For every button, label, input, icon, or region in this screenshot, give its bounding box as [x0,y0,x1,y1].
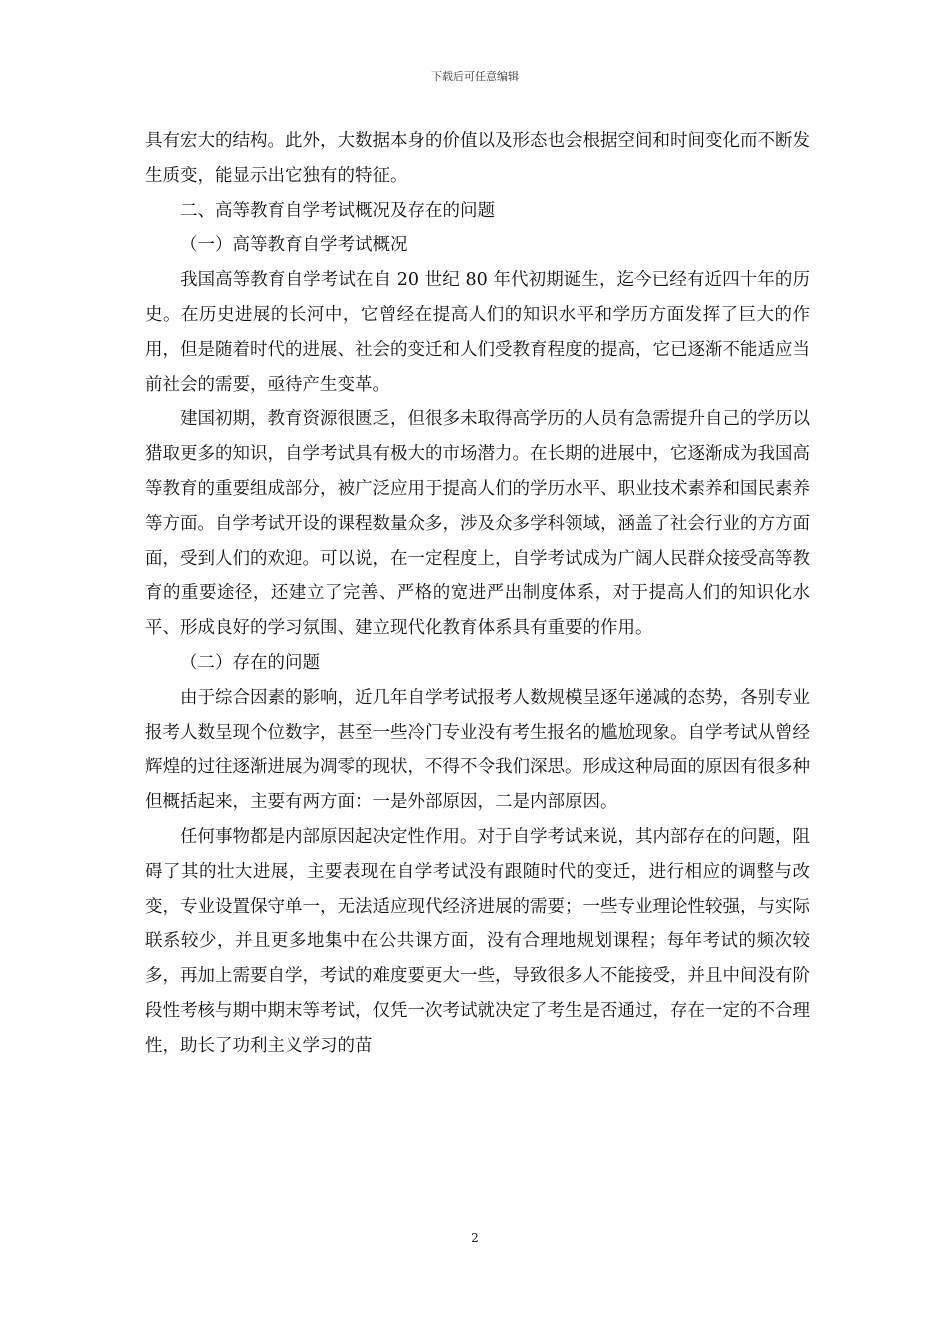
paragraph: 由于综合因素的影响，近几年自学考试报考人数规模呈逐年递减的态势，各别专业报考人数呈现个位数字，甚至一些冷门专业没有考生报名的尴尬现象。自学考试从曾经辉煌的过往逐渐进展为凋零的现状，不得不令我们深思。形成这种局面的原因有很多种但概括起来，主要有两方面：一是外部原因，二是内部原因。 [145,687,810,813]
paragraph: 建国初期，教育资源很匮乏，但很多未取得高学历的人员有急需提升自己的学历以猎取更多的知识，自学考试具有极大的市场潜力。在长期的进展中，它逐渐成为我国高等教育的重要组成部分，被广泛应用于提高人们的学历水平、职业技术素养和国民素养等方面。自学考试开设的课程数量众多，涉及众多学科领域，涵盖了社会行业的方方面面，受到人们的欢迎。可以说，在一定程度上，自学考试成为广阔人民群众接受高等教育的重要途径，还建立了完善、严格的宽进严出制度体系，对于提高人们的知识化水平、形成良好的学习氛围、建立现代化教育体系具有重要的作用。 [145,409,810,639]
paragraph: 我国高等教育自学考试在自 20 世纪 80 年代初期诞生，迄今已经有近四十年的历史。在历史进展的长河中，它曾经在提高人们的知识水平和学历方面发挥了巨大的作用，但是随着时代的进展、社会的变迁和人们受教育程度的提高，它已逐渐不能适应当前社会的需要，亟待产生变革。 [145,270,810,395]
subsection-heading-2: （二）存在的问题 [180,652,320,673]
page-header: 下载后可任意编辑 [431,70,519,83]
paragraph: 任何事物都是内部原因起决定性作用。对于自学考试来说，其内部存在的问题，阻碍了其的壮大进展，主要表现在自学考试没有跟随时代的变迁，进行相应的调整与改变，专业设置保守单一，无法适应现代经济进展的需要；一些专业理论性较强，与实际联系较少，并且更多地集中在公共课方面，没有合理地规划课程；每年考试的频次较多，再加上需要自学，考试的难度要更大一些，导致很多人不能接受，并且中间没有阶段性考核与期中期末等考试，仅凭一次考试就决定了考生是否通过，存在一定的不合理性，助长了功利主义学习的苗 [145,826,810,1056]
paragraph-continuation: 具有宏大的结构。此外，大数据本身的价值以及形态也会根据空间和时间变化而不断发生质变，能显示出它独有的特征。 [145,131,810,186]
document-body [145,124,810,1064]
section-heading-2: 二、高等教育自学考试概况及存在的问题 [180,200,495,221]
page-number: 2 [471,1231,479,1245]
subsection-heading-1: （一）高等教育自学考试概况 [180,235,408,256]
